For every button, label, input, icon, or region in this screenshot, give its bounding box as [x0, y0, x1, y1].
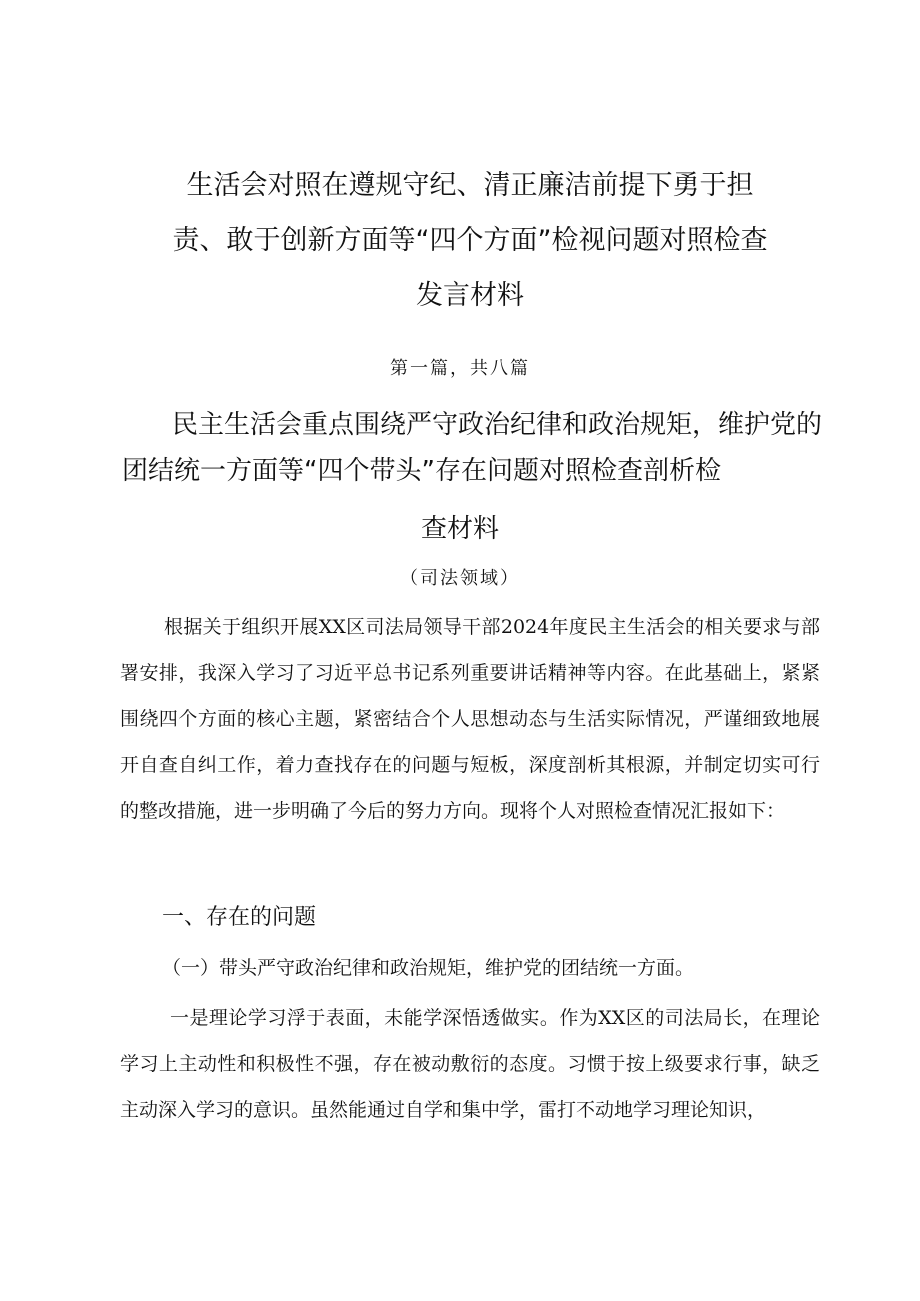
- domain-note: （司法领域）: [400, 568, 520, 589]
- body-paragraph: 一是理论学习浮于表面，未能学深悟透做实。作为XX区的司法局长，在理论学习上主动性和积极性不强，存在被动敷衍的态度。习惯于按上级要求行事，缺乏主动深入学习的意识。虽然能通过自学和集中学，雷打不动地学习理论知识，: [120, 1007, 820, 1121]
- part-label: 第一篇，共八篇: [390, 358, 530, 379]
- subsection-heading: （一）带头严守政治纪律和政治规矩，维护党的团结统一方面。: [162, 957, 695, 979]
- intro-paragraph: 根据关于组织开展XX区司法局领导干部2024年度民主生活会的相关要求与部署安排，我深入学习了习近平总书记系列重要讲话精神等内容。在此基础上，紧紧围绕四个方面的核心主题，紧密结合个人思想动态与生活实际情况，严谨细致地展开自查自纠工作，着力查找存在的问题与短板，深度剖析其根源，并制定切实可行的整改措施，进一步明确了今后的努力方向。现将个人对照检查情况汇报如下：: [120, 616, 820, 822]
- section-heading: 一、存在的问题: [162, 905, 317, 930]
- subtitle-line-2: 查材料: [420, 514, 499, 544]
- document-title: 生活会对照在遵规守纪、清正廉洁前提下勇于担责、敢于创新方面等“四个方面”检视问题对照检查发言材料: [172, 170, 768, 311]
- subtitle-line-1: 民主生活会重点围绕严守政治纪律和政治规矩，维护党的团结统一方面等“四个带头”存在问题对照检查剖析检: [122, 410, 823, 486]
